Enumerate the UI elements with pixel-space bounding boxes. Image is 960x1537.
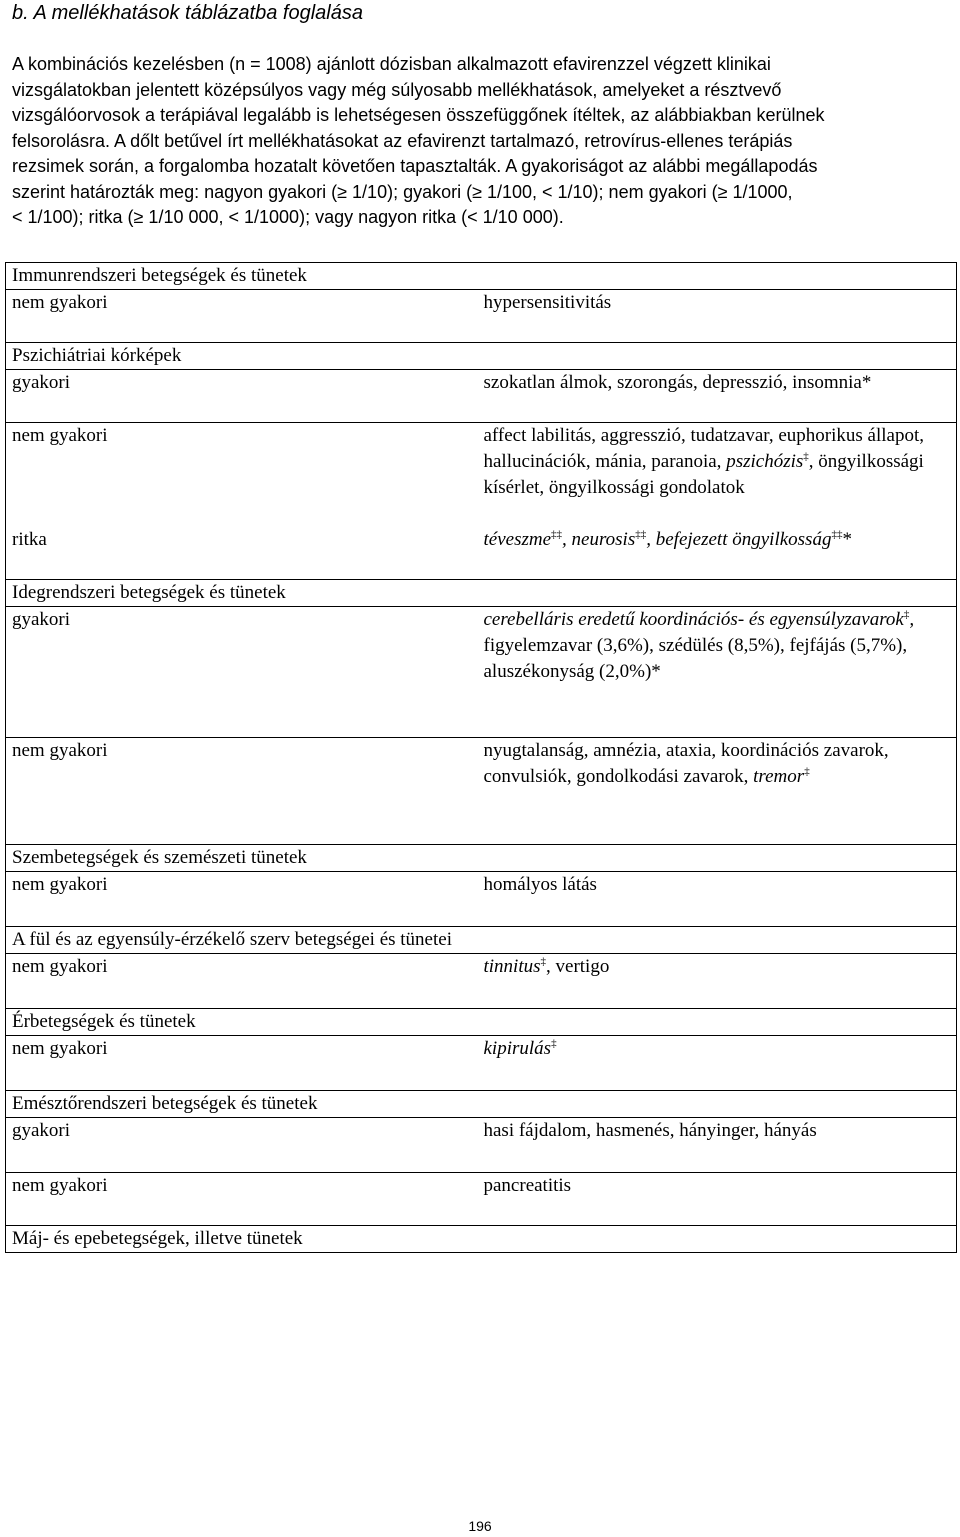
intro-line: vizsgálatokban jelentett középsúlyos vagy még súlyosabb mellékhatások, amelyeket a résztvevő <box>12 79 782 100</box>
frequency-row <box>6 872 957 927</box>
effect-text: , befejezett öngyilkosság <box>646 529 832 550</box>
frequency-row <box>6 1036 957 1091</box>
frequency-row <box>6 1173 957 1226</box>
category-label: Máj- és epebetegségek, illetve tünetek <box>6 1226 957 1253</box>
intro-line: A kombinációs kezelésben (n = 1008) ajánlott dózisban alkalmazott efavirenzzel végzett klinikai <box>12 54 771 74</box>
frequency-label: gyakori <box>6 1118 484 1173</box>
frequency-label: nem gyakori <box>6 423 484 528</box>
category-row <box>6 1009 957 1036</box>
effect-text: , öngyilkossági kísérlet, öngyilkossági gondolatok <box>483 451 924 498</box>
frequency-label: nem gyakori <box>6 1173 484 1226</box>
category-row <box>6 1226 957 1253</box>
frequency-row <box>6 290 957 343</box>
intro-line: < 1/100); ritka (≥ 1/10 000, < 1/1000); vagy nagyon ritka (< 1/10 000). <box>12 207 564 227</box>
frequency-label: nem gyakori <box>6 1036 484 1091</box>
category-label: Immunrendszeri betegségek és tünetek <box>6 263 957 290</box>
footnote-mark: ‡‡ <box>635 528 647 541</box>
effect-text: nyugtalanság, amnézia, ataxia, koordinációs zavarok, convulsiók, gondolkodási zavarok, <box>483 740 889 787</box>
footnote-mark: ‡ <box>804 765 810 778</box>
footnote-mark: ‡ <box>803 450 809 463</box>
intro-line: felsorolásra. A dőlt betűvel írt mellékhatásokat az efavirenzt tartalmazó, retrovírus-ellenes terápiás <box>12 130 793 151</box>
footnote-mark: ‡ <box>903 608 910 621</box>
category-row <box>6 343 957 370</box>
frequency-row <box>6 527 957 580</box>
adverse-effects <box>484 1173 957 1226</box>
footnote-mark: ‡ <box>540 955 547 968</box>
adverse-reactions-table <box>5 262 957 1253</box>
frequency-label: nem gyakori <box>6 954 484 1009</box>
frequency-label: nem gyakori <box>6 290 484 343</box>
category-row <box>6 263 957 290</box>
effect-text: , neurosis <box>562 529 636 550</box>
intro-paragraph <box>12 52 952 231</box>
effect-text: figyelemzavar (3,6%), szédülés (8,5%), fejfájás (5,7%), aluszékonyság (2,0%)* <box>483 635 908 682</box>
adverse-effects <box>484 423 957 528</box>
frequency-row <box>6 954 957 1009</box>
adverse-effects <box>484 872 957 927</box>
intro-line: vizsgálóorvosok a terápiával legalább is lehetségesen összefüggőnek ítéltek, az alábbiakban kerülnek <box>12 105 825 125</box>
section-heading: b. A mellékhatások táblázatba foglalása <box>12 2 363 24</box>
category-row <box>6 580 957 607</box>
frequency-row <box>6 1118 957 1173</box>
effect-text: affect labilitás, aggresszió, tudatzavar, euphorikus állapot, hallucinációk, mánia, paranoia, <box>483 425 924 472</box>
intro-line: szerint határozták meg: nagyon gyakori (≥ 1/10); gyakori (≥ 1/100, < 1/10); nem gyakori (≥ 1/1000, <box>12 181 793 202</box>
effect-text: téveszme <box>483 529 552 550</box>
adverse-effects <box>484 738 957 845</box>
adverse-reactions-table-body <box>6 263 957 1253</box>
adverse-effects <box>484 1036 957 1091</box>
effect-text: tremor <box>753 766 805 787</box>
category-label: Idegrendszeri betegségek és tünetek <box>6 580 957 607</box>
frequency-label: ritka <box>6 527 484 580</box>
effect-text: , vertigo <box>546 956 610 977</box>
effect-text: tinnitus <box>483 956 541 977</box>
category-row <box>6 1091 957 1118</box>
page-number: 196 <box>468 1518 492 1534</box>
category-label: Emésztőrendszeri betegségek és tünetek <box>6 1091 957 1118</box>
effect-text: hypersensitivitás <box>483 292 612 313</box>
adverse-effects <box>484 1118 957 1173</box>
adverse-effects <box>484 954 957 1009</box>
category-label: Pszichiátriai kórképek <box>6 343 957 370</box>
effect-text: * <box>842 529 852 550</box>
category-row <box>6 927 957 954</box>
adverse-effects <box>484 290 957 343</box>
frequency-label: nem gyakori <box>6 872 484 927</box>
effect-text: kipirulás <box>483 1038 552 1059</box>
intro-line: rezsimek során, a forgalomba hozatalt követően tapasztalták. A gyakoriságot az alábbi megállapodás <box>12 156 818 176</box>
adverse-effects <box>484 527 957 580</box>
category-label: Érbetegségek és tünetek <box>6 1009 957 1036</box>
frequency-label: gyakori <box>6 607 484 738</box>
category-label: Szembetegségek és szemészeti tünetek <box>6 845 957 872</box>
frequency-label: gyakori <box>6 370 484 423</box>
frequency-row <box>6 370 957 423</box>
effect-text: , <box>909 609 915 630</box>
effect-text: hasi fájdalom, hasmenés, hányinger, hányás <box>483 1120 817 1141</box>
effect-text: szokatlan álmok, szorongás, depresszió, insomnia* <box>483 372 872 393</box>
footnote-mark: ‡‡ <box>831 528 843 541</box>
frequency-row <box>6 738 957 845</box>
footnote-mark: ‡‡ <box>551 528 563 541</box>
effect-text: homályos látás <box>483 874 597 895</box>
footnote-mark: ‡ <box>551 1037 557 1050</box>
frequency-label: nem gyakori <box>6 738 484 845</box>
category-label: A fül és az egyensúly-érzékelő szerv betegségei és tünetei <box>6 927 957 954</box>
effect-text: pszichózis <box>726 451 804 472</box>
category-row <box>6 845 957 872</box>
effect-text: pancreatitis <box>483 1175 572 1196</box>
adverse-effects <box>484 607 957 738</box>
adverse-effects <box>484 370 957 423</box>
effect-text: cerebelláris eredetű koordinációs- és egyensúlyzavarok <box>483 609 904 630</box>
frequency-row <box>6 423 957 528</box>
frequency-row <box>6 607 957 738</box>
